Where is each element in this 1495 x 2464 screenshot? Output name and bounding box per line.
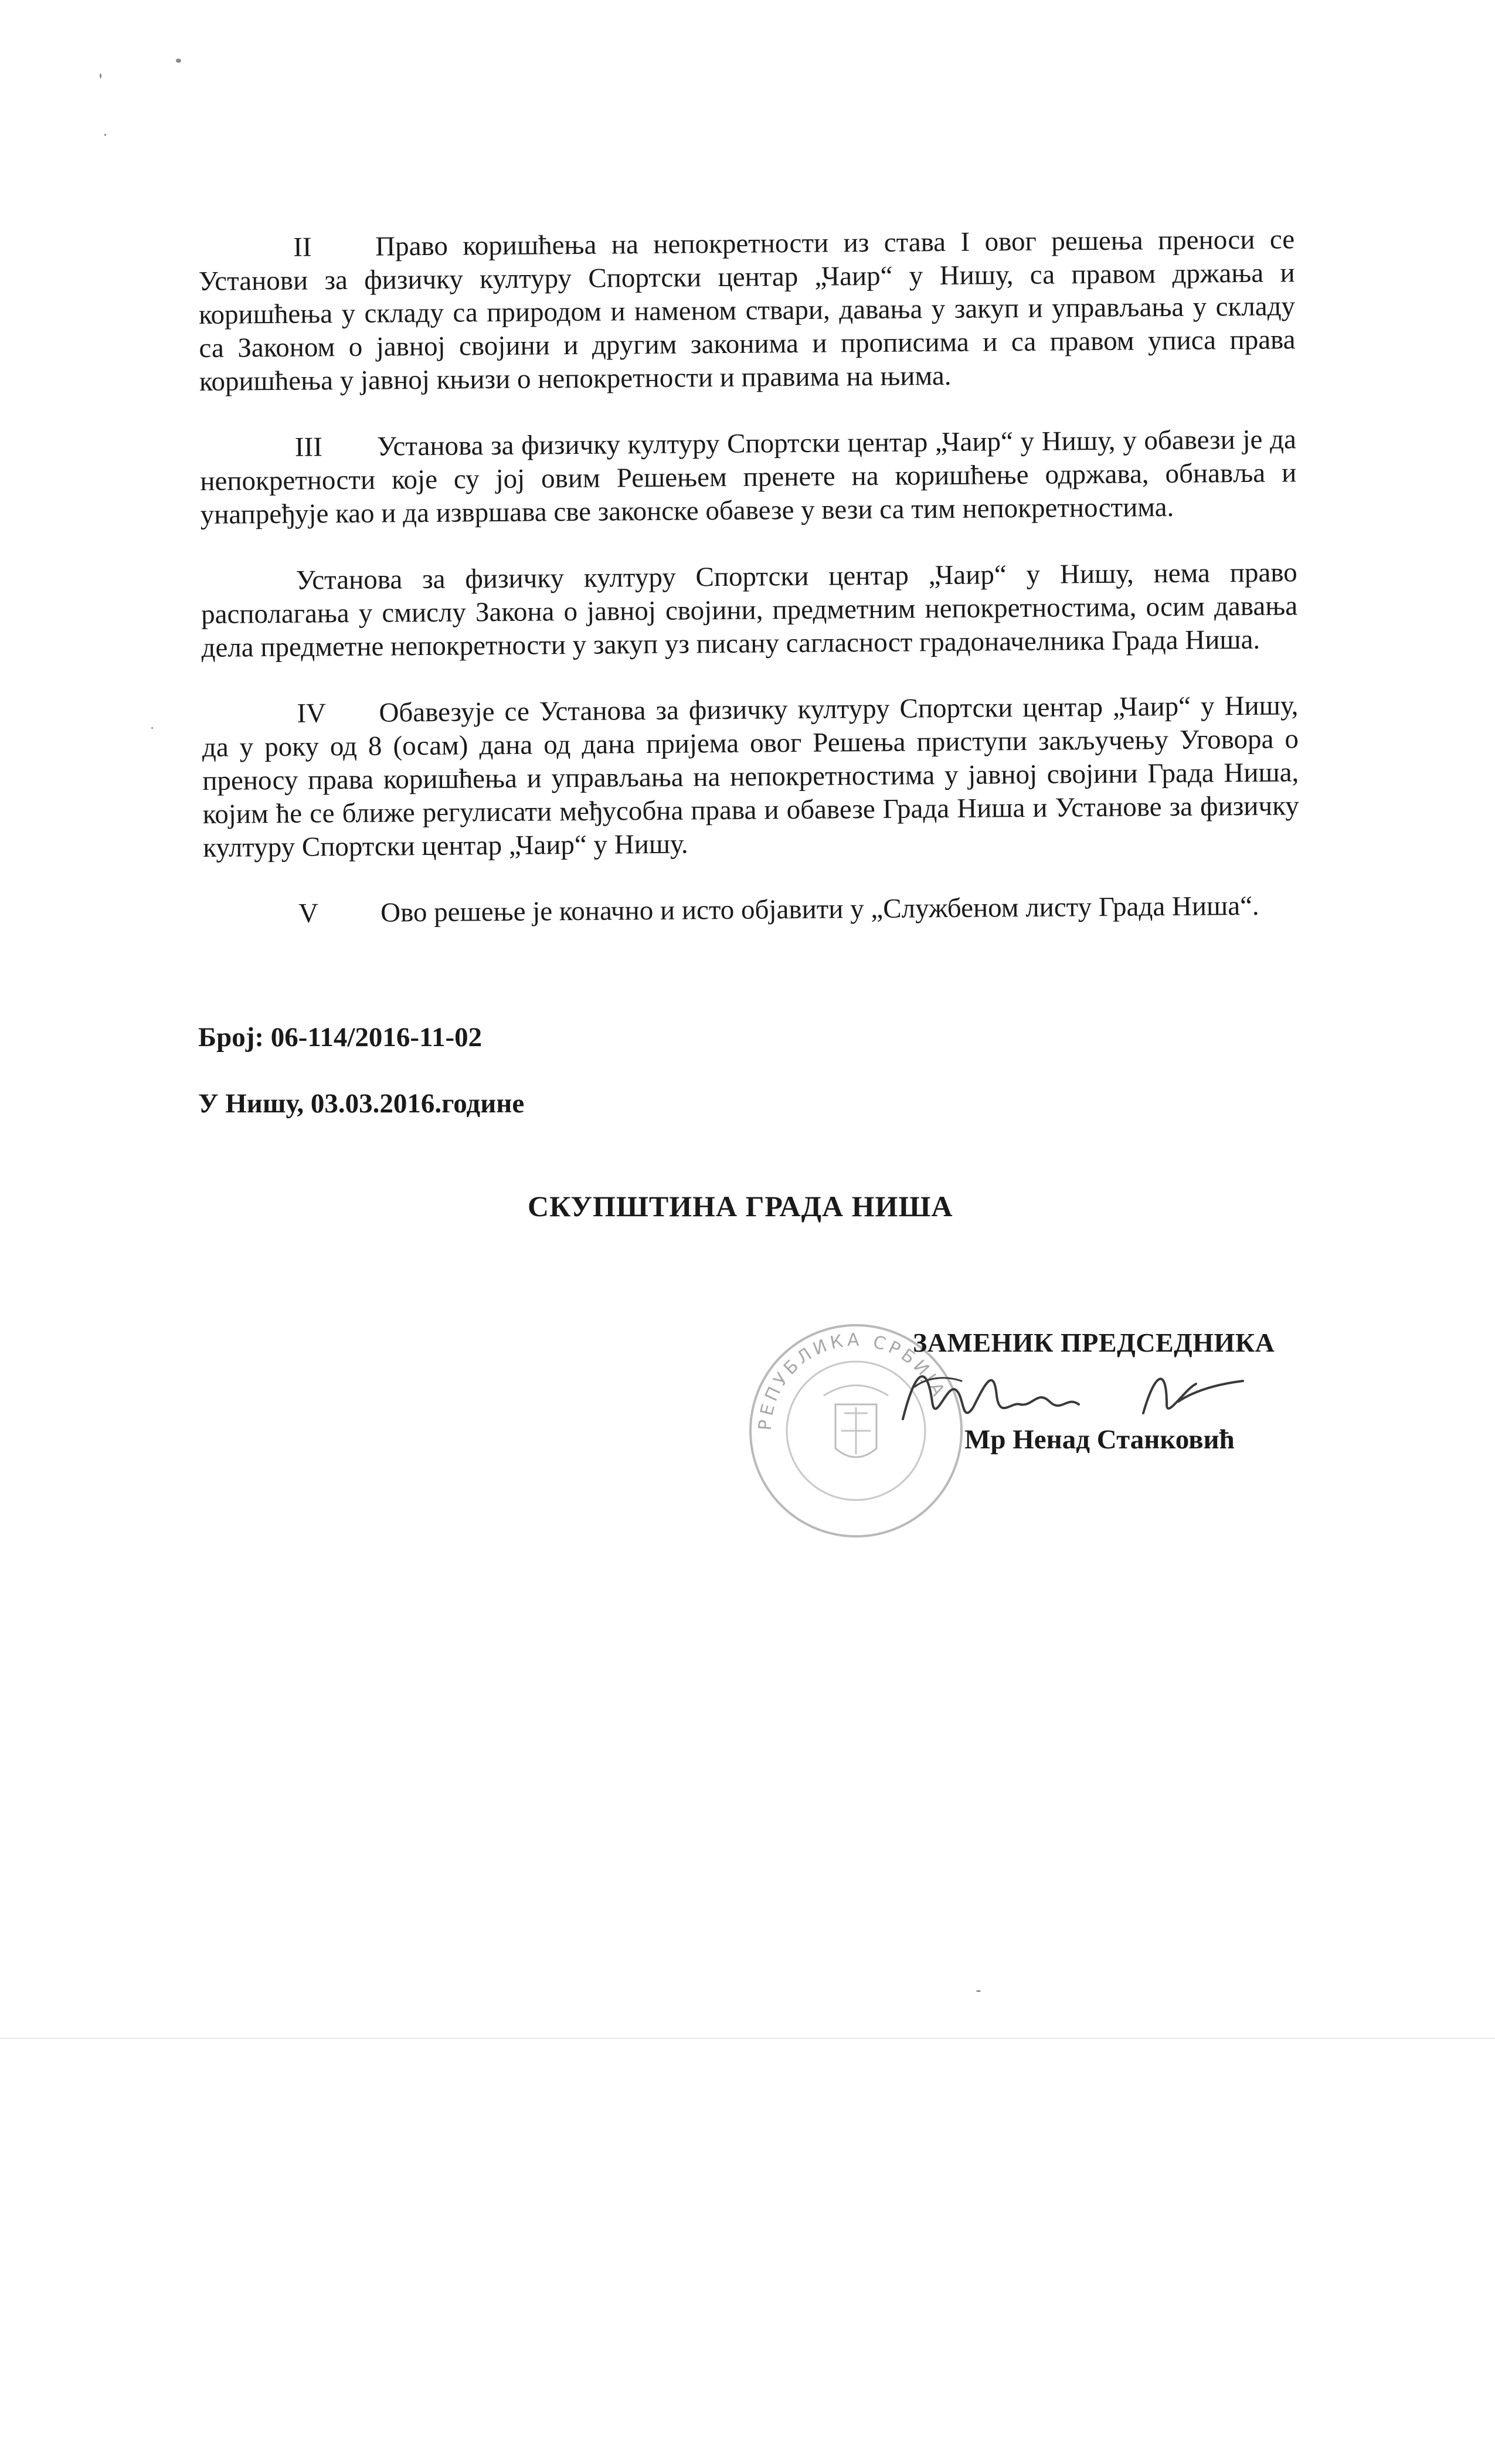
- seal-lettering: РЕПУБЛИКА СРБИЈА: [755, 1329, 950, 1431]
- section-iv: [202, 689, 1299, 865]
- section-text: Ово решење је коначно и исто објавити у „Службеном листу Града Ниша“.: [380, 890, 1259, 928]
- scan-speck: [100, 73, 101, 79]
- scan-speck: [176, 59, 181, 63]
- section-numeral: V: [298, 898, 319, 929]
- place-and-date: У Нишу, 03.03.2016.године: [198, 1088, 525, 1119]
- section-ii: [198, 223, 1296, 399]
- section-numeral: III: [294, 432, 323, 463]
- section-iii-continued: [201, 556, 1297, 665]
- issuing-body: СКУПШТИНА ГРАДА НИША: [528, 1190, 953, 1223]
- section-v: [203, 889, 1300, 931]
- section-text: Установа за физичку културу Спортски центар „Чаир“ у Нишу, у обавези је да непокретности које су јој овим Решењем пренете на коришћење одржава, обнавља и унапређује као и да извршава све законске обавезе у вези са тим непокретностима.: [200, 424, 1297, 530]
- scan-bottom-margin: [0, 2038, 1495, 2464]
- scan-speck: [104, 134, 106, 136]
- section-iii: [200, 423, 1297, 532]
- section-text: Обавезује се Установа за физичку културу Спортски центар „Чаир“ у Нишу, да у року од 8 (осам) дана од дана пријема овог Решења приступи закључењу Уговора о преносу права коришћења и управљања на непокретностима у јавној својини Града Ниша, којим ће се ближе регулисати међусобна права и обавезе Града Ниша и Установе за физичку културу Спортски центар „Чаир“ у Нишу.: [202, 690, 1299, 863]
- section-numeral: II: [293, 232, 312, 263]
- document-number: Број: 06-114/2016-11-02: [198, 1022, 483, 1053]
- signer-name: Мр Ненад Станковић: [964, 1424, 1235, 1455]
- scan-speck: [151, 727, 153, 729]
- scan-speck: [976, 1990, 981, 1992]
- decision-body: [198, 223, 1300, 964]
- section-text: Право коришћења на непокретности из става I овог решења преноси се Установи за физичку културу Спортски центар „Чаир“ у Нишу, са правом држања и коришћења у складу са природом и наменом ствари, давања у закуп и управљања у складу са Законом о јавној својини и другим законима и прописима и са правом уписа права коришћења у јавној књизи о непокретности и правима на њима.: [198, 224, 1296, 397]
- section-numeral: IV: [297, 698, 327, 729]
- section-text: Установа за физичку културу Спортски центар „Чаир“ у Нишу, нема право располагања у смислу Закона о јавној својини, предметним непокретностима, осим давања дела предметне непокретности у закуп уз писану сагласност градоначелника Града Ниша.: [201, 557, 1298, 663]
- deputy-title: ЗАМЕНИК ПРЕДСЕДНИКА: [913, 1328, 1275, 1357]
